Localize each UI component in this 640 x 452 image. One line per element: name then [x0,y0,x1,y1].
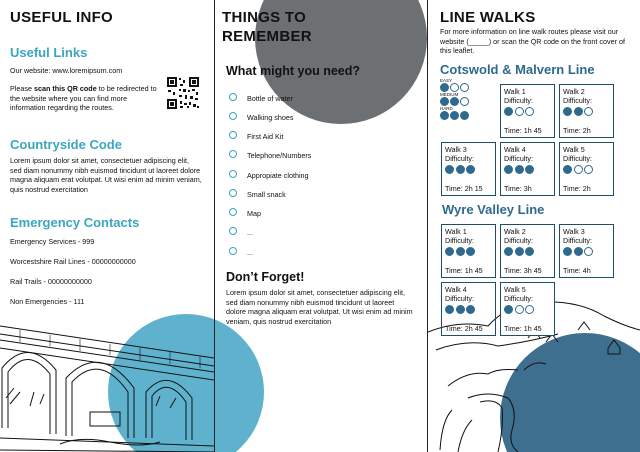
column-divider-left [214,0,215,452]
difficulty-label: Difficulty: [445,236,475,245]
contact-item: Worcestshire Rail Lines - 00000000000 [10,257,136,266]
walk-name: Walk 3 [563,227,585,236]
legend-label: EASY [440,78,453,83]
walk-card[interactable] [500,84,555,138]
walk-time: Time: 1h 45 [504,324,542,333]
difficulty-dot-empty [525,305,534,314]
dont-forget-body: Lorem ipsum dolor sit amet, consectetuer adipiscing elit, sed diam nonummy nibh euismod tincidunt ut laoreet dolore magna aliquam erat volutpat. Ut wisi enim ad minim veniam, quis nostrud exercitation [226,288,413,326]
difficulty-dot-filled [456,305,465,314]
checklist-bullet [229,150,237,158]
difficulty-label: Difficulty: [504,236,534,245]
difficulty-dot-filled [504,305,513,314]
checklist-item: First Aid Kit [247,132,284,141]
difficulty-dot-filled [466,247,475,256]
difficulty-dot-empty [515,305,524,314]
dont-forget-heading: Don’t Forget! [226,270,305,284]
checklist-bullet [229,208,237,216]
difficulty-dots [445,165,492,174]
legend-label: HARD [440,106,453,111]
walk-time: Time: 3h [504,184,532,193]
checklist-item: Appropiate clothing [247,171,309,180]
walk-time: Time: 1h 45 [445,266,483,275]
difficulty-dot-filled [504,247,513,256]
legend-dots-medium [440,97,498,106]
difficulty-label: Difficulty: [504,294,534,303]
difficulty-dots [504,165,551,174]
difficulty-dot-filled [525,165,534,174]
difficulty-dot-filled [504,107,513,116]
walk-card[interactable] [441,282,496,336]
legend-label: MEDIUM [440,92,459,97]
contact-item: Rail Trails - 00000000000 [10,277,92,286]
checklist-item: ... [247,248,253,257]
difficulty-dot-filled [563,165,572,174]
difficulty-label: Difficulty: [445,294,475,303]
walk-time: Time: 2h 45 [445,324,483,333]
difficulty-label: Difficulty: [445,154,475,163]
difficulty-legend [440,78,498,120]
viaduct-illustration [0,308,214,452]
difficulty-dot-filled [574,247,583,256]
difficulty-dots [563,107,610,116]
difficulty-dot-filled [445,305,454,314]
walk-name: Walk 5 [563,145,585,154]
qr-instructions: Please scan this QR code to be redirected to the website where you can find more information regarding the routes. [10,84,157,113]
checklist-bullet [229,112,237,120]
legend-dots-easy [440,83,498,92]
countryside-code-body: Lorem ipsum dolor sit amet, consectetuer adipiscing elit, sed diam nonummy nibh euismod tincidunt ut laoreet dolore magna aliquam erat volutpat. Ut wisi enim ad minim veniam, quis nostrud exercitation [10,156,202,194]
checklist-item: Map [247,209,261,218]
countryside-code-heading: Countryside Code [10,137,122,152]
difficulty-label: Difficulty: [504,96,534,105]
walk-name: Walk 3 [445,145,467,154]
what-you-need-heading: What might you need? [226,64,361,78]
walk-name: Walk 4 [504,145,526,154]
difficulty-label: Difficulty: [563,154,593,163]
difficulty-dot-filled [445,247,454,256]
walk-name: Walk 2 [504,227,526,236]
legend-dots-hard [440,111,498,120]
checklist-bullet [229,227,237,235]
walk-time: Time: 3h 45 [504,266,542,275]
cotswold-malvern-heading: Cotswold & Malvern Line [440,62,595,77]
difficulty-dot-filled [515,165,524,174]
checklist-bullet [229,189,237,197]
difficulty-dot-filled [466,305,475,314]
emergency-contacts-heading: Emergency Contacts [10,215,140,230]
difficulty-dot-filled [515,247,524,256]
line-walks-title: LINE WALKS [440,9,536,26]
walk-name: Walk 1 [504,87,526,96]
walk-name: Walk 5 [504,285,526,294]
checklist-item: Telephone/Numbers [247,151,312,160]
walk-time: Time: 4h [563,266,591,275]
difficulty-dots [504,247,551,256]
walk-card[interactable] [500,224,555,278]
walk-time: Time: 1h 45 [504,126,542,135]
walk-card[interactable] [500,282,555,336]
difficulty-dot-filled [466,165,475,174]
walk-card[interactable] [500,142,555,196]
qr-code-icon [166,76,200,110]
useful-info-title: USEFUL INFO [10,9,114,26]
difficulty-dot-filled [504,165,513,174]
walk-card[interactable] [559,224,614,278]
checklist-bullet [229,93,237,101]
difficulty-dots [504,107,551,116]
difficulty-label: Difficulty: [563,96,593,105]
difficulty-dot-empty [574,165,583,174]
difficulty-dot-filled [445,165,454,174]
useful-links-heading: Useful Links [10,45,88,60]
difficulty-dot-empty [584,165,593,174]
walk-name: Walk 1 [445,227,467,236]
difficulty-label: Difficulty: [563,236,593,245]
difficulty-dot-filled [563,107,572,116]
website-line: Our website: www.loremipsum.com [10,66,123,75]
checklist-item: Bottle of water [247,94,293,103]
difficulty-dots [504,305,551,314]
difficulty-dots [563,165,610,174]
walk-time: Time: 2h [563,126,591,135]
difficulty-dots [445,247,492,256]
difficulty-dot-empty [584,107,593,116]
difficulty-dot-filled [456,247,465,256]
contact-item: Emergency Services - 999 [10,237,95,246]
difficulty-dot-empty [525,107,534,116]
walk-card[interactable] [441,142,496,196]
walk-card[interactable] [441,224,496,278]
difficulty-dot-empty [584,247,593,256]
difficulty-dots [445,305,492,314]
walk-name: Walk 4 [445,285,467,294]
contact-item: Non Emergencies - 111 [10,297,85,306]
difficulty-dot-filled [574,107,583,116]
checklist-bullet [229,247,237,255]
things-to-remember-title: THINGS TO REMEMBER [222,9,312,45]
difficulty-dot-filled [563,247,572,256]
walk-time: Time: 2h 15 [445,184,483,193]
checklist-item: Walking shoes [247,113,294,122]
walk-name: Walk 2 [563,87,585,96]
wyre-valley-heading: Wyre Valley Line [442,202,545,217]
checklist-item: Small snack [247,190,286,199]
difficulty-dot-empty [515,107,524,116]
checklist-item: ... [247,228,253,237]
difficulty-dot-filled [525,247,534,256]
walk-card[interactable] [559,84,614,138]
difficulty-dot-filled [456,165,465,174]
checklist-bullet [229,170,237,178]
difficulty-label: Difficulty: [504,154,534,163]
walk-time: Time: 2h [563,184,591,193]
line-walks-intro: For more information on line walk routes please visit our website (_____) or scan the QR code on the front cover of this leaflet. [440,27,625,56]
column-divider-right [427,0,428,452]
difficulty-dots [563,247,610,256]
walk-card[interactable] [559,142,614,196]
checklist-bullet [229,131,237,139]
